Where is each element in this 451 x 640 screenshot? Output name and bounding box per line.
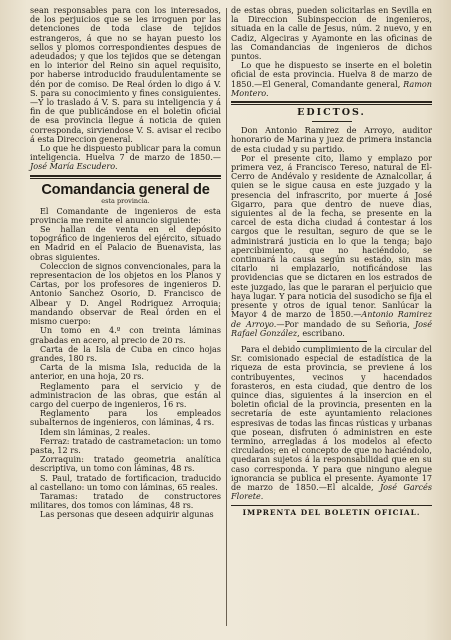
paragraph: Idem sin láminas, 2 reales. [40,426,151,437]
paragraph [231,154,432,338]
paragraph: Taramas: tratado de constructores militares, dos tomos con láminas, 48 rs. [30,490,221,511]
column-divider [226,8,227,626]
right-column [231,6,432,518]
text: Por el presente cito, llamo y emplazo por primera vez, á Francisco Tereso, natural de El-Cerro de Andévalo y residente de Aznalcollar, á quien se le sigue causa en este juzgado y la presencia del infrascrito, por muerte á José Gigarro, para que dentro de nueve dias, siguientes al de la fecha, se presente en la carcel de esta dicha ciudad á contestar á los cargos que le resultan, seguro de que se le administrará justicia en lo que la tenga; bajo apercibimiento, que no haciéndolo, se continuará la causa según su estado, sin mas citarlo ni emplazarlo, notificándose las providencias que se dictaren en los estrados de este juzgado, las que le pararan el perjuicio que haya lugar. Y para noticia del susodicho se fija el presente y otros de igual tenor. Sanlúcar la Mayor 4 de marzo de 1850.— [231,152,432,320]
paragraph: Zorraquin: tratado geometria analítica descriptiva, un tomo con láminas, 48 rs. [30,454,221,474]
left-column [30,6,221,520]
paragraph [231,61,432,98]
paragraph: El Comandante de ingenieros de esta provincia me remite el anuncio siguiente: [30,205,221,225]
paragraph: Ferraz: tratado de castrametacion: un tomo pasta, 12 rs. [30,435,221,455]
section-divider [30,175,221,179]
divider [297,341,367,342]
paragraph: Un tomo en 4.º con treinta láminas grabadas en acero, al precio de 20 rs. [30,325,221,345]
section-heading: Comandancia general de [41,181,210,198]
paragraph [30,144,221,172]
paragraph: S. Paul, tratado de fortificacion, traducido al castellano: un tomo con láminas, 65 reales. [30,472,221,492]
paragraph: Carta de la Isla de Cuba en cinco hojas grandes, 180 rs. [30,343,221,363]
paragraph: Coleccion de signos convencionales, para la representacion de los objetos en los Planos y Cartas, por los profesores de ingenieros D. Antonio Sanchez Osorio, D. Francisco de Albear y D. Angel Rodriguez Arroquia; mandando observar de Real órden en el mismo cuerpo: [30,260,221,327]
printer-footer: IMPRENTA DEL BOLETIN OFICIAL. [231,505,432,517]
signature: José María Escudero. [30,161,118,172]
paragraph [231,345,432,501]
signature: José Rafael González [231,318,432,338]
divider [312,121,352,122]
text: Lo que he dispuesto se inserte en el boletin oficial de esta provincia. Huelva 8 de marzo de 1850.—El General, Comandante general, [231,60,432,89]
signature: Ramon Montero. [231,78,432,98]
paragraph: Las personas que deseen adquirir algunas [40,509,214,520]
text: , escribano. [297,327,345,338]
text: Para el debido cumplimiento de la circular del Sr. comisionado especial de estadística de la riqueza de esta provincia, se previene á los contribuyentes, vecinos y hacendados forasteros, en esta ciudad, que dentro de los quince dias, siguientes á la insercion en el boletin oficial de la provincia, presenten en la secretaría de este ayuntamiento relaciones espresivas de todas las fincas rústicas y urbanas que posean, disfruten ó administren en este termino, arregladas á los modelos al efecto circulados; en el concepto de que no haciéndolo, quedaran sujetos á la responsabilidad que en su caso corresponda. Y para que ninguno alegue ignorancia se publica el presente. Ayamonte 17 de marzo de 1850.—El alcalde, [231,343,432,492]
paragraph: Carta de la misma Isla, reducida de la anterior, en una hoja, 20 rs. [30,362,221,382]
section-heading: EDICTOS. [297,107,366,119]
paragraph: Reglamento para el servicio y de administracion de las obras, que están al cargo del cuerpo de ingenieros, 16 rs. [30,380,221,409]
section-divider [231,101,432,105]
paragraph: de estas obras, pueden solicitarlas en Sevilla en la Direccion Subinspeccion de ingenieros, situada en la calle de Jesus, núm. 2 nuevo, y en Cadiz, Algeciras y Ayamonte en las oficinas de las Comandancias de ingenieros de dichos puntos. [231,5,432,62]
signature: Antonio Ramirez de Arroyo. [231,309,432,329]
paragraph: sean responsables para con los interesados, de los perjuicios que se les irroguen por las detenciones de toda clase de tejidos estrangeros, á que no se hayan puesto los sellos y plomos correspondientes despues de adeudados; y que los tejidos que se detengan en lo interior del Reino sin aquel requisito, por haberse introducido fraudulentamente se dén por de comiso. De Real órden lo digo á V. S. para su conocimiento y fines consiguientes.—Y lo traslado á V. S. para su inteligencia y á fin de que publicándose en el boletin oficial de esa provincia llegue á noticia de quien corresponda, sirviendose V. S. avisar el recibo á esta Direccion general. [30,5,221,144]
paragraph: Don Antonio Ramirez de Arroyo, auditor honorario de Marina y juez de primera instancia de esta ciudad y su partido. [231,125,432,154]
signature: José Garcés Florete. [231,481,432,502]
paragraph: Se hallan de venta en el depósito topográfico de ingenieros del ejército, situado en Madrid en el Palacio de Buenavista, las obras siguientes. [30,224,221,262]
text: —Por mandado de su Señoria, [276,318,415,329]
section-subheading: esta provincia. [101,196,150,205]
text: Lo que he dispuesto publicar para la comun inteligencia. Huelva 7 de marzo de 1850.— [30,143,221,163]
paragraph: Reglamento para los empleados subalternos de ingenieros, con láminas, 4 rs. [30,408,221,428]
